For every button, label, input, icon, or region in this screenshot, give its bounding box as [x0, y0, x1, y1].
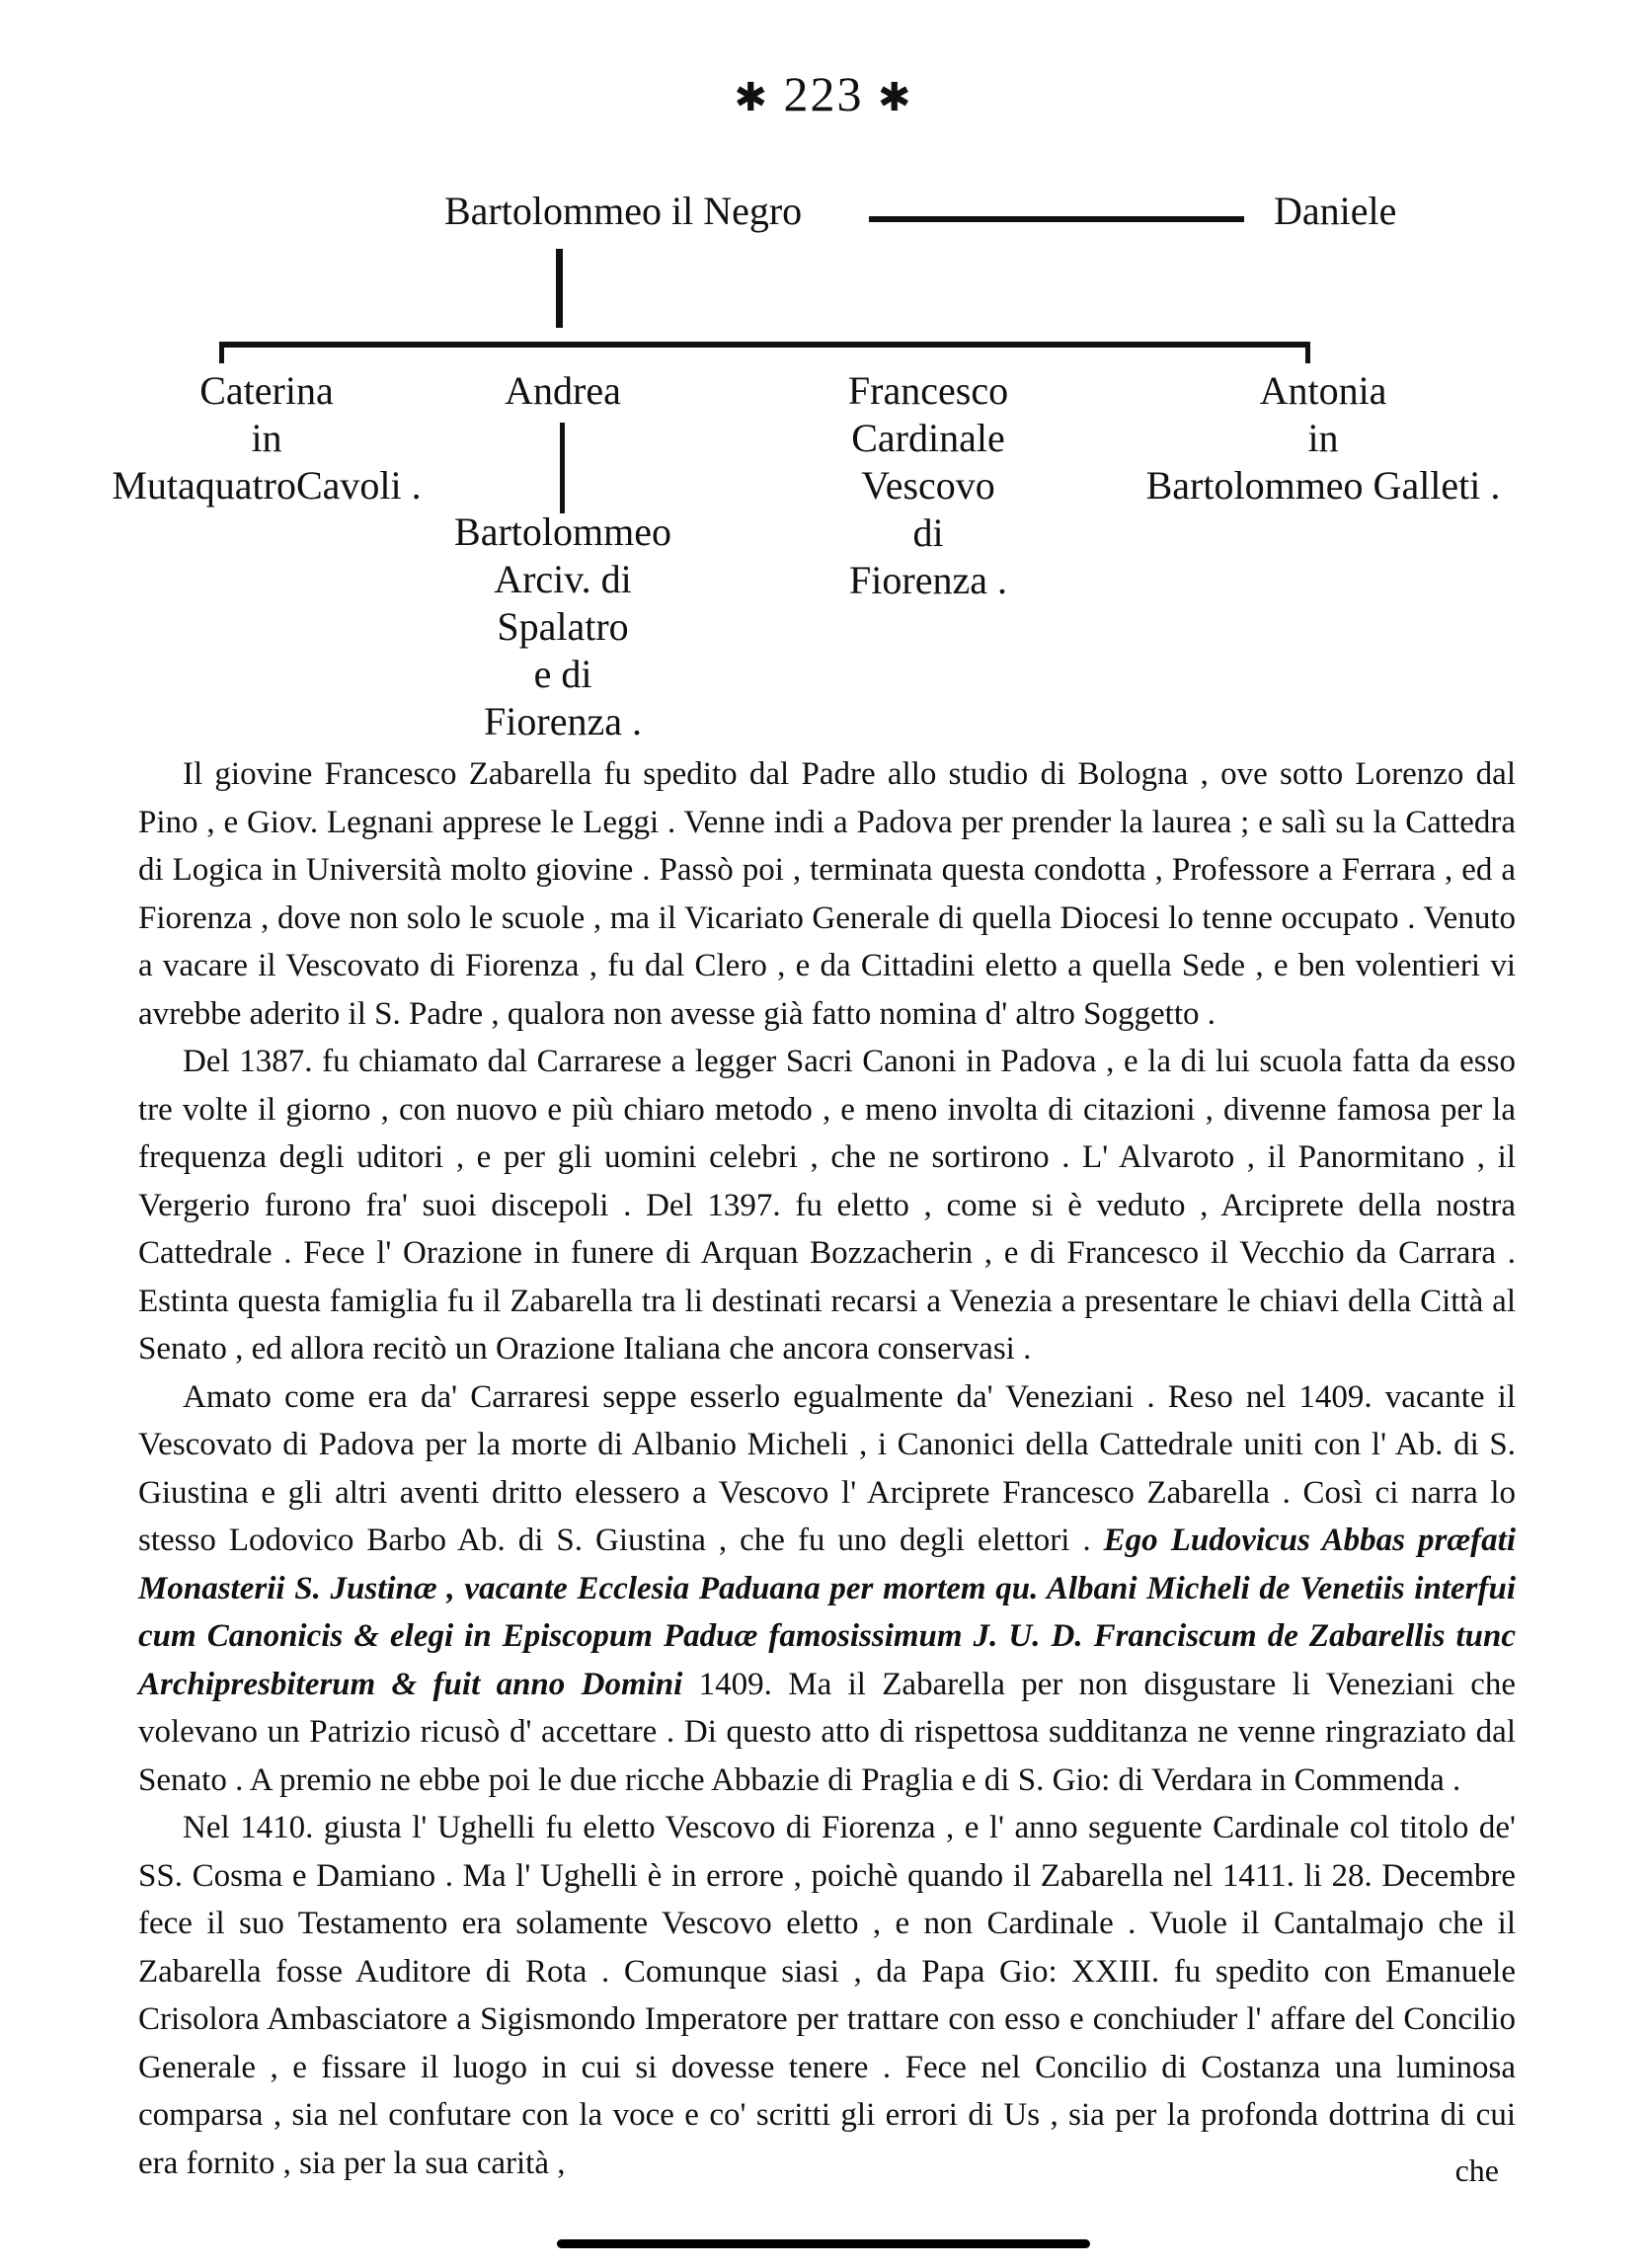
tree-child-line: Vescovo — [861, 463, 995, 508]
body-text — [138, 750, 1516, 2187]
tree-branch-right-tick — [1305, 342, 1310, 363]
tree-sibling: Daniele — [1274, 189, 1397, 233]
paragraph-text: 1409. Ma il Zabarella per non disgustare li Veneziani che volevano un Patrizio ricusò d' accettare . Di questo atto di rispettosa sudditanza ne venne ringraziato dal Senato . A premio ne ebbe poi le due ricche Abbazie di Praglia e di S. Gio: di Verdara in Commenda . — [138, 1666, 1516, 1798]
page-number: 223 — [783, 66, 864, 121]
ornament-left-icon: ✱ — [734, 75, 769, 119]
paragraph: Il giovine Francesco Zabarella fu spedito dal Padre allo studio di Bologna , ove sotto Lorenzo dal Pino , e Giov. Legnani apprese le Leggi . Venne indi a Padova per prender la laurea ; e salì su la Cattedra di Logica in Università molto giovine . Passò poi , terminata questa condotta , Professore a Ferrara , ed a Fiorenza , dove non solo le scuole , ma il Vicariato Generale di quella Diocesi lo tenne occupato . Venuto a vacare il Vescovato di Fiorenza , fu dal Clero , e da Cittadini eletto a quella Sede , e ben volentieri vi avrebbe aderito il S. Padre , qualora non avesse già fatto nomina d' altro Soggetto . — [138, 756, 1516, 1032]
tree-branch-line — [219, 342, 1310, 348]
tree-child-line: in — [1307, 416, 1339, 460]
tree-trunk-line — [556, 249, 563, 328]
tree-descendant-bartolommeo — [415, 508, 711, 745]
tree-parent: Bartolommeo il Negro — [444, 189, 803, 233]
latin-quote: Ego Ludovicus Abbas præfati Monasterii S. Justinæ , vacante Ecclesia Paduana per mortem qu. Albani Micheli de Venetiis interfui cum Canonicis & elegi in Episcopum Paduæ famosissimum J. U. D. Franciscum de Zabarellis tunc Archipresbiterum & fuit anno Domini — [138, 1523, 1517, 1702]
ornament-right-icon: ✱ — [878, 75, 913, 119]
tree-child-line: Fiorenza . — [849, 558, 1007, 602]
tree-child-line: Caterina — [199, 368, 334, 413]
paragraph-text: Amato come era da' Carraresi seppe esserlo egualmente da' Veneziani . Reso nel 1409. vacante il Vescovato di Padova per la morte di Albanio Micheli , i Canonici della Cattedrale uniti con l' Ab. di S. Giustina e gli altri aventi dritto elessero a Vescovo l' Arciprete Francesco Zabarella . Così ci narra lo stesso Lodovico Barbo Ab. di S. Giustina , che fu uno degli elettori . — [138, 1378, 1516, 1558]
tree-child-antonia — [1116, 367, 1530, 509]
tree-descendant-line: Fiorenza . — [484, 699, 642, 743]
tree-descendant-line: Arciv. di — [494, 557, 632, 601]
tree-child-caterina — [79, 367, 454, 509]
tree-descendant-line: Bartolommeo — [454, 509, 671, 554]
tree-sibling-connector — [869, 216, 1244, 222]
catchword: che — [1454, 2152, 1499, 2188]
tree-child-francesco — [800, 367, 1057, 604]
paragraph: Nel 1410. giusta l' Ughelli fu eletto Vescovo di Fiorenza , e l' anno seguente Cardinale col titolo de' SS. Cosma e Damiano . Ma l' Ughelli è in errore , poichè quando il Zabarella nel 1411. li 28. Decembre fece il suo Testamento era solamente Vescovo eletto , e non Cardinale . Vuole il Cantalmajo che il Zabarella fosse Auditore di Rota . Comunque siasi , da Papa Gio: XXIII. fu spedito con Emanuele Crisolora Ambasciatore a Sigismondo Imperatore per trattare con esso e conchiuder l' affare del Concilio Generale , e fissare il luogo in cui si dovesse tenere . Fece nel Concilio di Costanza una luminosa comparsa , sia nel confutare con la voce e co' scritti gli errori di Us , sia per la profonda dottrina di cui era fornito , sia per la sua carità , — [138, 1810, 1516, 2181]
tree-child-line: Cardinale — [851, 416, 1005, 460]
tree-child-line: Francesco — [847, 368, 1009, 413]
tree-child-line: Bartolommeo Galleti . — [1145, 463, 1501, 508]
tree-child-line: Andrea — [505, 368, 621, 413]
tree-descendant-line: e di — [533, 652, 592, 696]
tree-child-line: MutaquatroCavoli . — [112, 463, 422, 508]
home-indicator[interactable] — [557, 2239, 1090, 2248]
tree-descendant-line: Spalatro — [497, 604, 629, 649]
tree-branch-left-tick — [219, 342, 224, 363]
tree-child-line: di — [912, 510, 944, 555]
page-header — [0, 65, 1647, 122]
tree-child-line: Antonia — [1259, 368, 1387, 413]
paragraph — [138, 1373, 1516, 1805]
paragraph: Del 1387. fu chiamato dal Carrarese a legger Sacri Canoni in Padova , e la di lui scuola fatta da esso tre volte il giorno , con nuovo e più chiaro metodo , e meno involta di citazioni , divenne famosa per la frequenza degli uditori , e per gli uomini celebri , che ne sortirono . L' Alvaroto , il Panormitano , il Vergerio furono fra' suoi discepoli . Del 1397. fu eletto , come si è veduto , Arciprete della nostra Cattedrale . Fece l' Orazione in funere di Arquan Bozzacherin , e di Francesco il Vecchio da Carrara . Estinta questa famiglia fu il Zabarella tra li destinati recarsi a Venezia a presentare le chiavi della Città al Senato , ed allora recitò un Orazione Italiana che ancora conservasi . — [138, 1044, 1516, 1367]
tree-child-line: in — [251, 416, 282, 460]
tree-child-andrea — [464, 367, 662, 415]
tree-andrea-line — [560, 423, 565, 513]
